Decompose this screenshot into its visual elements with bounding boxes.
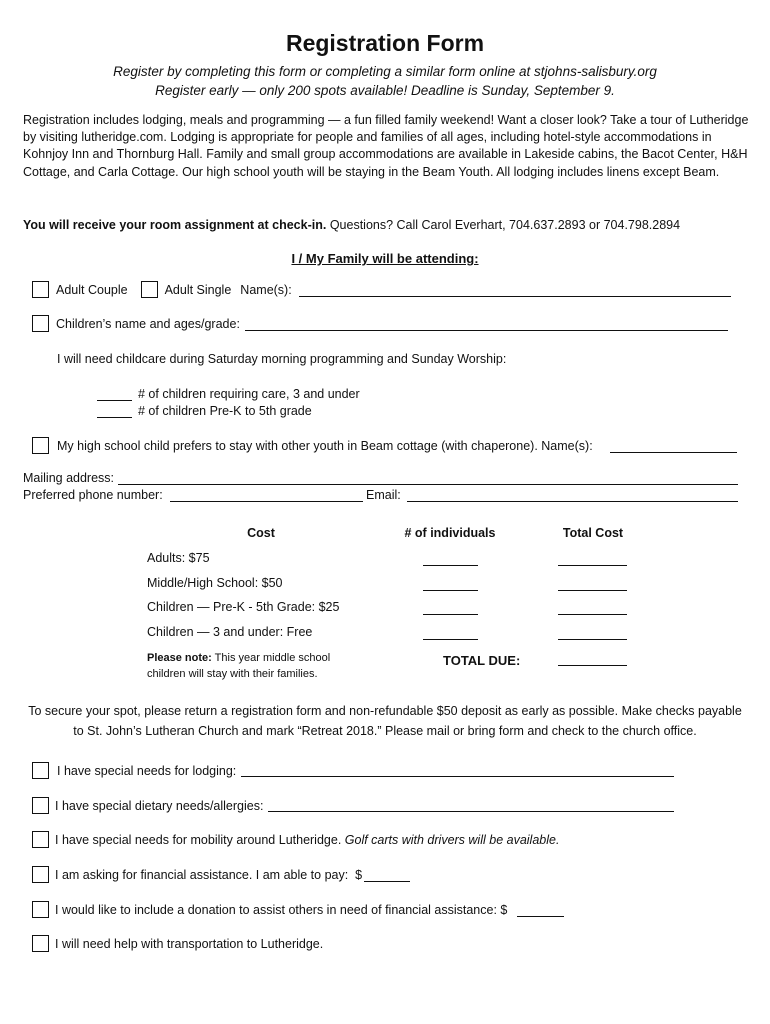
childcare-3under-field[interactable] (97, 400, 132, 401)
cost-row-3under: Children — 3 and under: Free (147, 625, 313, 639)
mailing-label: Mailing address: (23, 471, 115, 485)
cost-note (147, 650, 330, 682)
individuals-field-prek-5th[interactable] (423, 614, 478, 615)
donation-row (32, 901, 507, 918)
lodging-needs-field[interactable] (241, 776, 674, 777)
financial-row (32, 866, 362, 883)
childcare-3under-label: # of children requiring care, 3 and under (138, 387, 360, 401)
adult-couple-label: Adult Couple (56, 282, 128, 297)
childcare-text: I will need childcare during Saturday morning programming and Sunday Worship: (57, 352, 507, 366)
donation-label: I would like to include a donation to assist others in need of financial assistance: $ (55, 902, 508, 917)
secure-line-1: To secure your spot, please return a registration form and non-refundable $50 deposit as early as possible. Make checks payable (28, 704, 742, 718)
dietary-needs-row (32, 797, 263, 814)
children-row (32, 315, 240, 332)
lodging-needs-label: I have special needs for lodging: (57, 763, 237, 778)
children-label: Children’s name and ages/grade: (56, 316, 240, 331)
email-label: Email: (366, 488, 401, 502)
adult-single-label: Adult Single (164, 282, 232, 297)
hs-beam-label: My high school child prefers to stay with other youth in Beam cottage (with chaperone). Name(s): (57, 438, 593, 453)
cost-note-line2: children will stay with their families. (147, 668, 318, 680)
childcare-prek-label: # of children Pre-K to 5th grade (138, 404, 312, 418)
names-label: Name(s): (240, 282, 292, 297)
childcare-prek-field[interactable] (97, 417, 132, 418)
adult-single-checkbox[interactable] (141, 281, 158, 298)
cost-note-bold: Please note: (147, 652, 212, 664)
phone-field[interactable] (170, 501, 363, 502)
hs-names-field[interactable] (610, 452, 737, 453)
mobility-row (32, 831, 559, 848)
intro-paragraph: Registration includes lodging, meals and programming — a fun filled family weekend! Want a closer look? Take a tour of Lutheridge by visiting lutheridge.com. Lodging is appropriate for people and families of all ages, including hotel-style accommodations in Kohnjoy Inn and Thornburg Hall. Family and small group accommodations are available in Lakeside cabins, the Bacot Center, H&H Cottage, and Carla Cottage. Our high school youth will be staying in the Beam Youth. All lodging includes linens except Beam. (23, 113, 749, 179)
total-field-prek-5th[interactable] (558, 614, 627, 615)
donation-amount-field[interactable] (517, 916, 564, 917)
email-field[interactable] (407, 501, 738, 502)
dietary-needs-field[interactable] (268, 811, 674, 812)
subtitle-register-online: Register by completing this form or completing a similar form online at stjohns-salisbury.org (113, 64, 657, 79)
secure-line-2: to St. John’s Lutheran Church and mark “Retreat 2018.” Please mail or bring form and check to the church office. (73, 724, 697, 738)
total-field-middle-high[interactable] (558, 590, 627, 591)
lodging-needs-checkbox[interactable] (32, 762, 49, 779)
dietary-needs-checkbox[interactable] (32, 797, 49, 814)
checkin-contact: Questions? Call Carol Everhart, 704.637.2893 or 704.798.2894 (326, 218, 681, 232)
financial-checkbox[interactable] (32, 866, 49, 883)
transport-label: I will need help with transportation to Lutheridge. (55, 936, 324, 951)
phone-label: Preferred phone number: (23, 488, 163, 502)
children-field[interactable] (245, 330, 728, 331)
cost-row-adults: Adults: $75 (147, 551, 210, 565)
children-checkbox[interactable] (32, 315, 49, 332)
subtitle-deadline: Register early — only 200 spots available! Deadline is Sunday, September 9. (155, 83, 615, 98)
cost-note-line1: This year middle school (211, 652, 331, 664)
transport-checkbox[interactable] (32, 935, 49, 952)
cost-row-middle-high: Middle/High School: $50 (147, 576, 283, 590)
mailing-field[interactable] (118, 484, 738, 485)
checkin-line (23, 218, 680, 232)
adult-couple-checkbox[interactable] (32, 281, 49, 298)
names-field[interactable] (299, 296, 731, 297)
individuals-field-adults[interactable] (423, 565, 478, 566)
total-cost-header: Total Cost (562, 526, 624, 540)
lodging-needs-row (32, 762, 236, 779)
individuals-field-3under[interactable] (423, 639, 478, 640)
attending-heading: I / My Family will be attending: (291, 251, 479, 266)
hs-row (32, 437, 593, 454)
individuals-header: # of individuals (404, 526, 496, 540)
individuals-field-middle-high[interactable] (423, 590, 478, 591)
financial-label: I am asking for financial assistance. I am able to pay: $ (55, 867, 363, 882)
total-field-adults[interactable] (558, 565, 627, 566)
total-field-3under[interactable] (558, 639, 627, 640)
dietary-needs-label: I have special dietary needs/allergies: (55, 798, 264, 813)
mobility-label: I have special needs for mobility around Lutheridge. (55, 832, 342, 847)
transport-row (32, 935, 323, 952)
hs-beam-checkbox[interactable] (32, 437, 49, 454)
cost-row-prek-5th: Children — Pre-K - 5th Grade: $25 (147, 600, 340, 614)
cost-header: Cost (247, 526, 275, 540)
mobility-checkbox[interactable] (32, 831, 49, 848)
mobility-golf-carts-note: Golf carts with drivers will be available. (341, 832, 560, 847)
financial-amount-field[interactable] (364, 881, 410, 882)
donation-checkbox[interactable] (32, 901, 49, 918)
total-due-field[interactable] (558, 665, 627, 666)
adult-row (32, 281, 292, 298)
checkin-bold: You will receive your room assignment at check-in. (23, 218, 327, 232)
form-title: Registration Form (285, 30, 485, 56)
total-due-label: TOTAL DUE: (443, 653, 521, 668)
